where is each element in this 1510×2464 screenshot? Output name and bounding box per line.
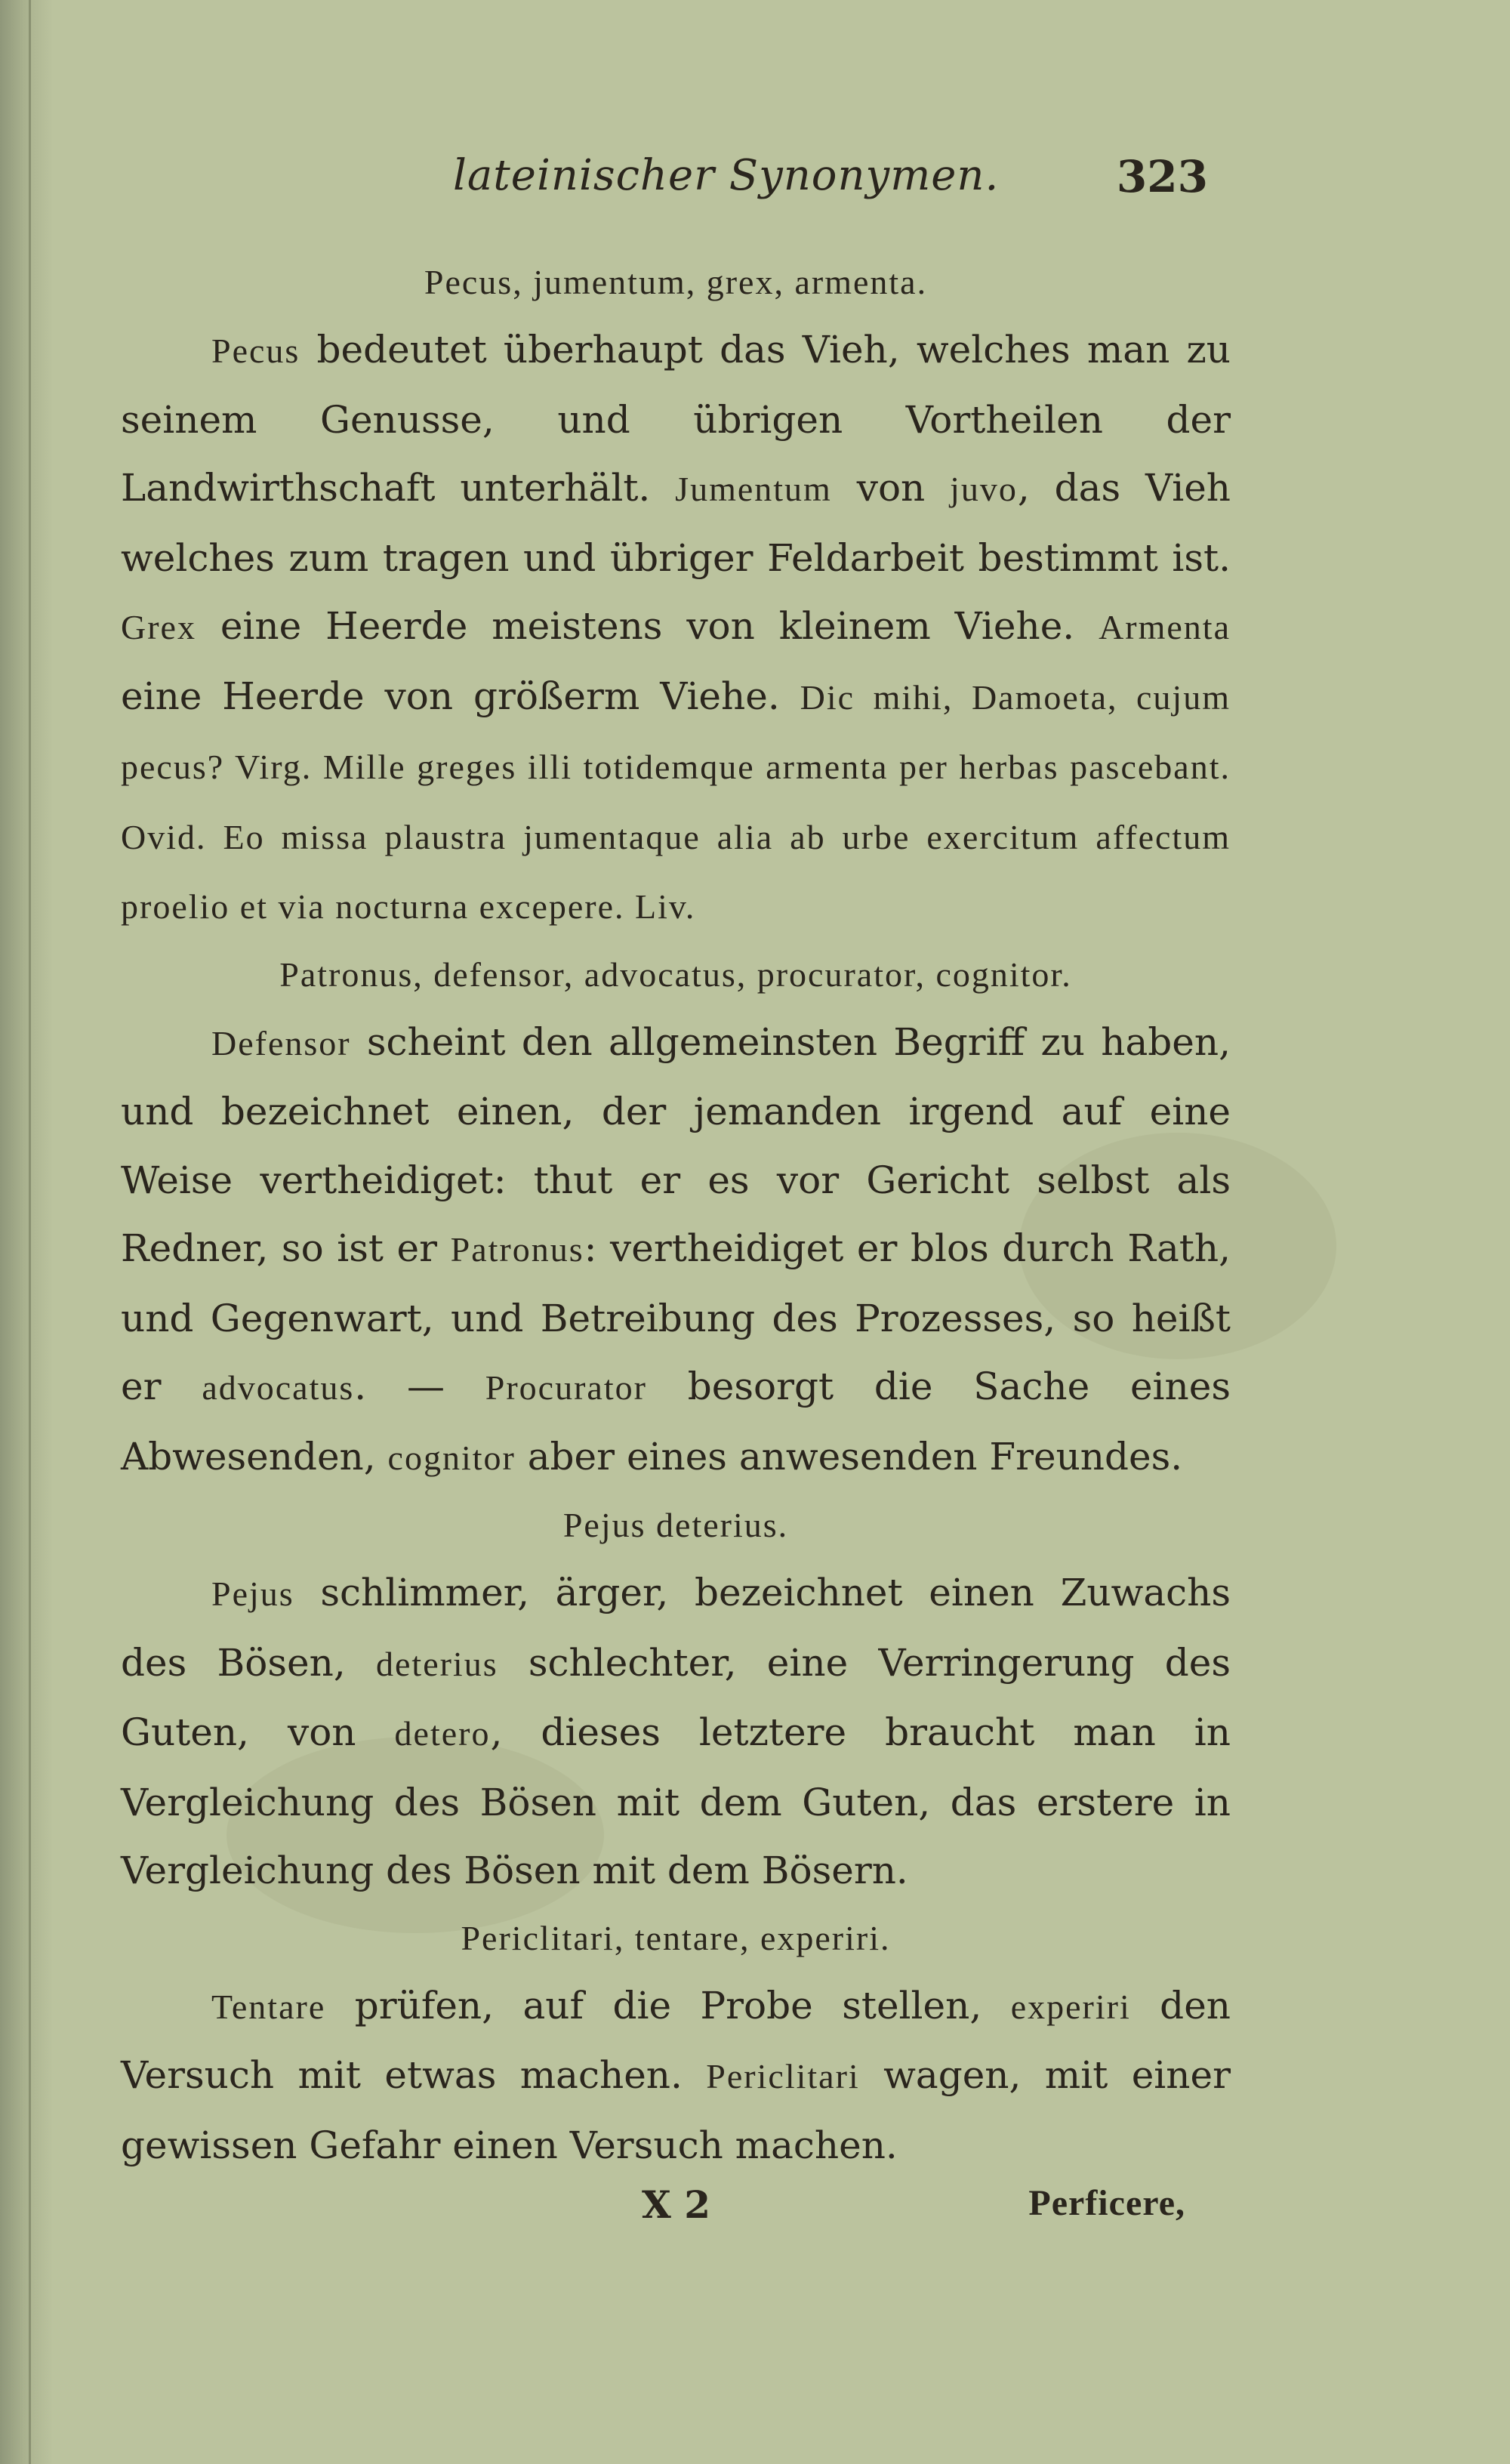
entry-text: Pejus [211,1574,294,1613]
page-edge [29,0,31,2464]
entry-text: wagen, mit einer gewissen Gefahr einen Versuch machen. [121,2053,1231,2167]
entry-paragraph [121,316,1231,942]
text-block [121,249,1231,2179]
entry-text: Grex [121,608,196,646]
entry-text: , dieses letztere braucht man in Vergleichung des Bösen mit dem Guten, das erstere in Vergleichung des Bösen mit dem Bösern. [121,1710,1231,1892]
page-header [121,143,1208,204]
entry-text: Patronus [450,1230,584,1269]
entry-text: Tentare [211,1987,326,2026]
entry-text: schlechter, eine Verringerung des Guten, von [121,1640,1231,1754]
entry-text: juvo [950,470,1018,508]
entry-heading: Pejus deterius. [562,1506,789,1544]
entry-text: . — [354,1365,485,1408]
entry-text: eine Heerde meistens von kleinem Viehe. [196,604,1099,648]
entry-text: Dic mihi, Damoeta, cujum pecus? Virg. Mille greges illi totidemque armenta per herbas pascebant. Ovid. Eo missa plaustra jumentaque alia ab urbe exercitum affectum proelio et via nocturna excepere. Liv. [121,677,1231,926]
entry-text: deterius [376,1644,498,1683]
running-title: lateinischer Synonymen. [453,151,1000,200]
entry-text: Pecus [211,332,300,370]
entry-text: von [831,466,951,510]
page-footer [121,2182,1231,2243]
entry-text: eine Heerde von größerm Viehe. [121,674,800,718]
catchword: Perficere, [1028,2183,1185,2223]
entry-paragraph [121,1008,1231,1493]
entry-text: schlimmer, ärger, bezeichnet einen Zuwachs des Bösen, [121,1571,1231,1685]
entry-text: advocatus [202,1368,355,1407]
entry-text: bedeutet überhaupt das Vieh, welches man zu seinem Genusse, und übrigen Vortheilen der Landwirthschaft unterhält. [121,328,1231,510]
entry-text: den Versuch mit etwas machen. [121,1983,1231,2097]
entry-text: aber eines anwesenden Freundes. [515,1434,1183,1479]
entry-heading: Pecus, jumentum, grex, armenta. [424,263,928,301]
entry-text: cognitor [387,1438,516,1477]
signature-mark: X 2 [642,2182,710,2227]
entry-text: , das Vieh welches zum tragen und übriger Feldarbeit bestimmt ist. [121,466,1231,580]
entry-text: Jumentum [675,470,832,508]
entry-text: detero [394,1714,491,1753]
entry-text: experiri [1010,1987,1131,2026]
entry-text: Procurator [485,1368,647,1407]
page-number: 323 [1116,151,1208,202]
entry-text: besorgt die Sache eines Abwesenden, [121,1365,1231,1479]
entry-text: Periclitari [706,2057,860,2095]
entry-text: Armenta [1099,608,1231,646]
entry-text: Defensor [211,1023,351,1062]
entry-paragraph [121,1972,1231,2180]
entry-heading: Periclitari, tentare, experiri. [461,1918,891,1957]
entry-text: : vertheidiget er blos durch Rath, und Gegenwart, und Betreibung des Prozesses, so heißt er [121,1226,1231,1408]
entry-heading: Patronus, defensor, advocatus, procurator, cognitor. [279,954,1072,994]
entry-text: prüfen, auf die Probe stellen, [325,1983,1011,2028]
entry-text: scheint den allgemeinsten Begriff zu haben, und bezeichnet einen, der jemanden irgend auf eine Weise vertheidiget: thut er es vor Gericht selbst als Redner, so ist er [121,1019,1231,1270]
spine-shadow [0,0,53,2464]
entry-paragraph [121,1559,1231,1905]
